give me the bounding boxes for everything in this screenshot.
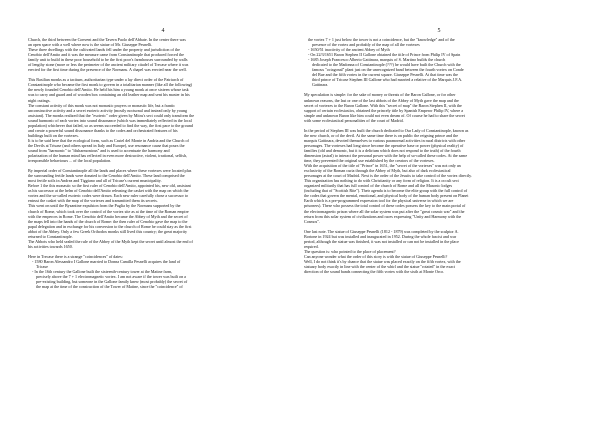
text-line: abbot of the Abbey. Only a few Greek Orthodox monks still lived this country; the great majority	[28, 228, 188, 234]
text-line: Earth which is a pre-programmed expression tool for the physical universe in which we are	[304, 198, 454, 204]
paragraph	[28, 77, 298, 163]
text-line: of lengthy stone (more or less the perimeter of the ancient military citadel of Trecase where it was	[28, 62, 189, 68]
text-line: erected for the first time during the presence of the Normans. A chapel was erected near the well.	[28, 67, 187, 73]
text-line: secret of vortexes to the Baron Gallone. With this "secret of map" the Baron Stephen II, with the	[304, 102, 462, 108]
text-line: statuary body exactly in line with the center of the whirl and the statue "rotated" in the exact	[304, 263, 456, 269]
text-line: Cosmos".	[304, 218, 320, 224]
text-line: Bortone in 1924 but was installed and inaugurated in 1952. During the whole fascist and war	[304, 233, 457, 239]
text-line: Before 1 the this monastic so the first ruler of Cenobio dell'Amito, appointed his, new old, assistant	[28, 183, 191, 189]
text-line: precisely above the 7 + 1 electromagnetic vortex. I am not aware if the tower was built on a	[36, 274, 186, 280]
text-line: buildings built on the vortexes.	[28, 132, 79, 138]
list-item	[28, 259, 298, 269]
text-line: dimension (astral) to interact the personal power with the help of so-called these codes. At the same	[304, 152, 468, 158]
text-line: the new church, or of the devil. At the same time there is on public the reigning prince and the	[304, 132, 459, 138]
text-line: and create a powerful sound dissonance thanks to the codes and orchestrated features of his	[28, 127, 178, 133]
paragraph	[304, 229, 574, 249]
text-line: sound harmonic of each vortex into sound dissonance (which was immediately reflected in the local	[28, 117, 192, 123]
text-line: unknown reasons, the last or one of the last abbots of the Abbey of Myth gave the map and the	[304, 97, 459, 103]
text-line: This organization has nothing to do with Christianity or any form of religion. It is a occult sect	[304, 178, 459, 184]
text-line: with the emperors in Rome. The Cenobio dell'Amito became the Abbey of Myth and the secret of	[28, 213, 188, 219]
text-line: time, they prevented the original use established by the creators of the vortexes.	[304, 158, 435, 164]
text-line: Can anyone wonder what the order of this story is with the statue of Giuseppe Pesnelli?	[304, 253, 448, 259]
text-line: presence of the vortex and probably of the map of all the vortexes	[312, 42, 420, 48]
text-line: Church, the third between the Convent and the Tavern Paolo dell'Abbate. In the center there was	[28, 37, 186, 42]
text-line: most fertile soils in Andrea and Tiggiano and all of Tricase's current municipality.	[28, 178, 162, 184]
text-line: vortex and the so-called esoteric codes were drawn. Each new ruler carefully chose a successor to	[28, 193, 189, 199]
paragraph	[28, 37, 298, 72]
paragraph	[304, 128, 574, 224]
page-number: 5	[437, 28, 441, 34]
text-line: polarization of the human mind has reflected in even more destructive, violent, irrational, selfish,	[28, 153, 188, 159]
text-line: the Devils at Trisase (and others spread in Italy and Europe), use resonance cause that pours the	[28, 142, 185, 148]
text-line: personages at the court of Madrid. Next is the order of the Jesuits to take control of the vortex directly.	[304, 173, 472, 179]
text-line: was to carry and guard and of wooden box containing an old leather map and sent his master in his	[28, 92, 190, 98]
text-line: required.	[304, 243, 319, 249]
text-line: an open space with a well where now is the statue of Mr. Giuseppe Pesnelli.	[28, 42, 153, 48]
text-line: entrust the casket with the map of the vortexes and transmitted them its secrets.	[28, 198, 158, 204]
text-line: Tricase	[36, 263, 48, 269]
text-line: family unit to build in these poor household to be the first poor's farmhouses surrounded by walls	[28, 57, 188, 63]
text-line: The constant activity of this monk was not monastic prayers or monastic life, but a frantic	[28, 102, 176, 108]
text-line: direction of the sound bands connecting the fifth vortex with the sixth at Monte Orco.	[304, 269, 445, 275]
text-line: personages. The vortexes had long since become the operative base or power (physical reality) of	[304, 142, 464, 148]
text-line: By imperial order of Constantinople all the lands and places where these vortexes were located plus	[28, 168, 192, 174]
text-line: - On 22/3/1651 Baron Stephen II Gallone obtained the title of Prince from Philip IV of Spain	[308, 52, 461, 58]
text-line: church of Rome, which took over the control of the vortex site as at the time of the Roman empire	[28, 208, 189, 214]
text-line: the vortex 7 + 1 just below the tower is not a coincidence, but the "knowledge" and of the	[308, 37, 455, 42]
text-line: his activities towards 1650.	[28, 243, 73, 249]
text-line: One last note. The statue of Giuseppe Pesnelli (1812 - 1879) was completed by the sculptor A.	[304, 228, 459, 234]
text-line: exclusivity of the Roman curia through the Abbey of Myth, but also of dark ecclesiastical	[304, 168, 451, 174]
text-line: the codes that govern the mental, emotional, and physical body of the human body present on Planet	[304, 193, 469, 199]
text-line: simple and unknown Baron like him could not even dream of. Of course he had to share the secret	[304, 112, 465, 118]
text-line: the surrounding fertile lands were donated to the Cenobio dell'Amito. These land comprised the	[28, 173, 185, 179]
text-line: Cenobio dell'Amito and it was the measure came from Constantinople that produced forced the	[28, 52, 184, 58]
text-line: dedicated to the Madonna of Constantinople (???) he would have built the Church with the	[312, 62, 461, 68]
text-line: In the period of Stephen III was built the church dedicated to Our Lady of Constantinople, known as	[304, 127, 469, 133]
list-item	[304, 57, 574, 87]
text-line: papal delegation and in exchange for his conversion to the church of Rome he could stay as the first	[28, 223, 192, 229]
text-line: organized militarily that has full control of the church of Rome and all the Masonic lodges	[304, 183, 453, 189]
text-line: These three dwellings with the cultivated lands fell under the property and jurisdiction of the	[28, 47, 180, 53]
paragraph	[304, 249, 574, 274]
text-line: assistant). The monks realized that the "esoteric" order given by Mitru's sect could only transform the	[28, 112, 195, 118]
page-body	[28, 37, 298, 289]
paragraph	[304, 92, 574, 122]
text-line: famous "octagonal" plant just on the unrecognized band between the fourth vortex on Conde	[312, 67, 464, 73]
text-line: sound from "harmonic" to "disharmonious" and is used to accentuate the harmony and	[28, 147, 170, 153]
list-item	[304, 37, 574, 47]
text-line: This went on until the Byzantine expulsion from the Puglia by the Normans supported by the	[28, 203, 181, 209]
text-line: Gattinara.	[312, 82, 329, 88]
text-line: period, although the statue was finished, it was not installed or can not be installed in the place	[304, 238, 459, 244]
text-line: It is to be said here that the ecological form, such as Castel del Monte in Andria and the Church of	[28, 137, 189, 143]
text-line: unconstructive activity and a secret esoteric activity (mostly nocturnal and instead only by young	[28, 107, 188, 113]
text-line: population) whichever that failed, so as seems succeeded to find the way, the first pace to the ground	[28, 122, 193, 128]
text-line: Here in Trecase there is a strange "coincidences" of dates:	[28, 253, 123, 259]
text-line: with some ecclesiastical personalities of the court of Madrid.	[304, 117, 404, 123]
text-line: - 1580 Baron Alessandro I Gallone married to Donna Camilla Pesnelli acquires the land of	[32, 258, 181, 264]
text-line: With the acquisition of the title of "Prince" in 1651, the "secret of the vortexes" was not only an	[304, 163, 461, 169]
text-line: My speculation is simple: for the sake of money or threats of the Baron Gallone, or for other	[304, 92, 456, 98]
text-line: - In the 16th century the Gallone built the sixteenth-century tower at the Matine farm,	[32, 269, 173, 275]
text-line: irresponsible behaviours ... of the local population.	[28, 158, 112, 164]
text-line: returned to Constantinople.	[28, 233, 73, 239]
text-line: support of certain ecclesiastics, obtained the princely title by Spanish Emperor Philip IV, where a	[304, 107, 464, 113]
text-line: pre-existing building, but someone in the Gallone family knew (most probably) the secret of	[36, 279, 188, 285]
paragraph	[28, 168, 298, 249]
text-line: The Abbots who held sealed the rule of the Abbey of the Myth kept the secret until almost the end of	[28, 238, 193, 244]
text-line: families (old and demonic, but it is a delirium which does not respond to the truth) of the fourth	[304, 147, 461, 153]
page-number: 4	[161, 28, 165, 34]
text-line: Well, I do not think it's by chance that the statue was placed exactly on the fifth vortex, with the	[304, 258, 461, 264]
text-line: third prince of Tricase Stephen III Gallone who had married a relative of the Marquis J.F.A.	[312, 77, 463, 83]
text-line: - 1685 Joseph Francesco Alberto Gattinara, marquis of S. Martino builds the church	[308, 57, 446, 63]
text-line: Constantinople who became the first monk to govern in a totalitarian manner (like all the following)	[28, 82, 193, 88]
text-line: (including that of "Scottish Rite"). Their agenda is to become the elite group with the full control of	[304, 188, 468, 194]
text-line: return from this solar system of civilizations and races expressing "Unity and Harmony with the	[304, 213, 462, 219]
text-line: - 1650/51 inactivity of the ancient Abbey of Myth	[308, 47, 390, 53]
text-line: night outings.	[28, 97, 51, 103]
text-line: as his successor at the helm of Cenobio dell'Amito releasing the casket with the map on which the	[28, 188, 189, 194]
text-line: The question is: who pointed to the place of placement?	[304, 248, 396, 254]
text-line: the map at the time of the construction of the Tower of Matine, since the "coincidence" of	[36, 284, 183, 290]
text-line: the newly founded Cenobio dell'Amito. He held his him a young monk at once sixteen whose task	[28, 87, 189, 93]
list-item	[28, 269, 298, 289]
text-line: del Bue and the fifth vortex in the current square. Giuseppe Pesnelli. At that time was the	[312, 72, 458, 78]
text-line: the maps fell into the hands of the church of Rome: the then ruler of Cenobio gave the map to the	[28, 218, 188, 224]
text-line: prisoners). These who possess the total control of these codes possess the key to the main portal of	[304, 203, 466, 209]
text-line: the electromagnetic prison where all the solar system was put after the "great cosmic war" and the	[304, 208, 465, 214]
text-line: This Basilian monks as a taciturn, authoritarian type under a lay direct order of the Patriarch of	[28, 77, 184, 83]
page-body	[304, 37, 574, 274]
text-line: marquis Gattinara, devoted themselves to various paranormal activities in rural districts with other	[304, 137, 466, 143]
